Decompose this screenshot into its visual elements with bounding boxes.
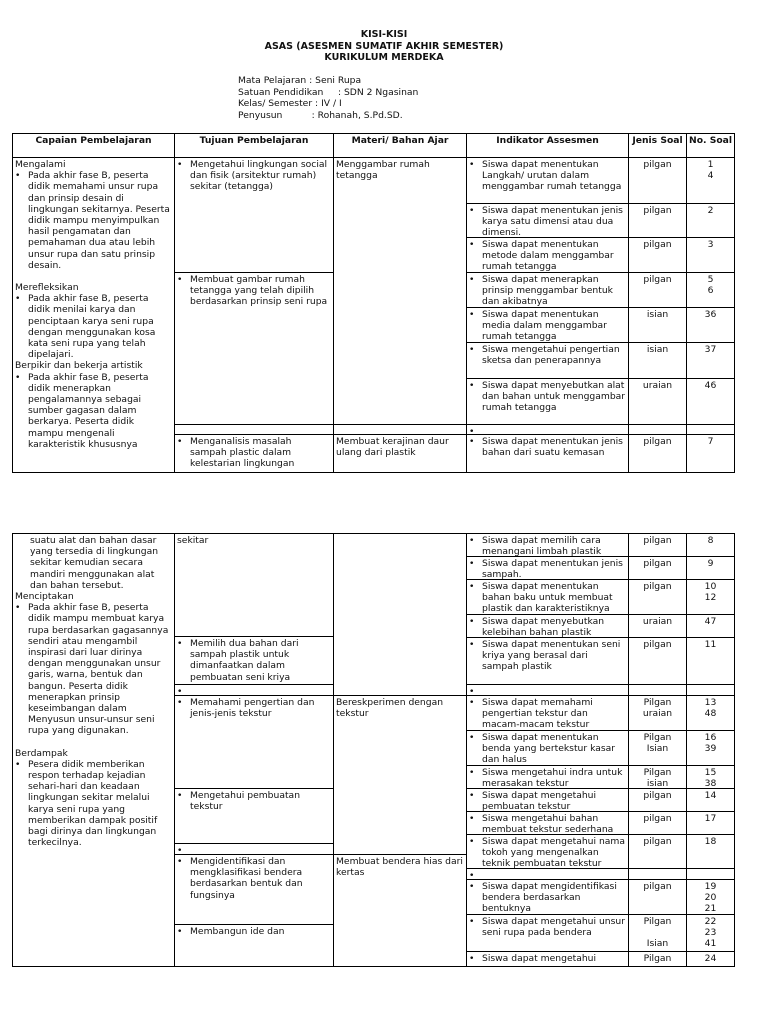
indikator-text: Siswa dapat menyebutkan kelebihan bahan plastik <box>482 616 605 638</box>
capaian-berdampak-text: Pesera didik memberikan respon terhadap kejadian sehari-hari dan keadaan lingkungan sekitar melalui karya seni rupa yang memberikan dampak positif bagi dirinya dan lingkungan terkecilnya. <box>28 758 158 849</box>
indikator-text: Siswa dapat mengetahui pembuatan tekstur <box>482 790 597 812</box>
indikator-text: Siswa dapat mengetahui <box>482 953 597 964</box>
jenis-soal-value: pilgan <box>629 580 686 615</box>
no-soal-value: 19 20 21 <box>687 880 734 915</box>
no-soal-value: 36 <box>687 308 734 343</box>
no-cell <box>687 158 735 473</box>
col-jenis-header: Jenis Soal <box>629 134 687 158</box>
capaian-cell: Mengalami • Pada akhir fase B, peserta didik memahami unsur rupa dan prinsip desain di lingkungan sekitarnya. Peserta didik mampu menyimpulkan hasil pengamatan dan pemahaman dua atau lebih unsur rupa dan satu prinsip desain. Merefleksikan • Pada akhir fase B, peserta didik menilai karya dan penciptaan karya seni rupa dengan menggunakan kosa kata seni rupa yang telah dipelajari. Berpikir dan bekerja artistik • Pada akhir fase B, peserta didik menerapkan pengalamannya sebagai sumber gagasan dalam berkarya. Peserta didik mampu mengenali karakteristik khususnya <box>13 158 175 473</box>
jenis-soal-value: pilgan <box>629 557 686 580</box>
tujuan-item: Memahami pengertian dan jenis-jenis tekstur <box>190 697 315 720</box>
indikator-cell <box>467 158 629 473</box>
indikator-text: Siswa dapat mengetahui unsur seni rupa pada bendera <box>482 916 625 939</box>
empty-row <box>629 685 686 696</box>
empty-row: • <box>467 425 628 435</box>
table-header-row <box>13 134 735 158</box>
jenis-soal-value: uraian <box>629 379 686 425</box>
no-soal-value: 16 39 <box>687 731 734 766</box>
jenis-soal-value: Pilgan isian <box>629 766 686 789</box>
jenis-soal-value: Pilgan Isian <box>629 915 686 952</box>
indikator-text: Siswa dapat menentukan metode dalam menggambar rumah tetangga <box>482 239 614 273</box>
indikator-text: Siswa mengetahui bahan membuat tekstur sederhana <box>482 813 614 835</box>
tujuan-item: Menganalisis masalah sampah plastic dalam kelestarian lingkungan <box>190 436 295 470</box>
no-soal-value: 5 6 <box>687 273 734 308</box>
jenis-soal-value: Pilgan Isian <box>629 731 686 766</box>
jenis-cell <box>629 158 687 473</box>
tujuan-item: sekitar <box>177 535 209 546</box>
no-soal-value: 46 <box>687 379 734 425</box>
meta-row-class: Kelas/ Semester : IV / I <box>238 98 342 109</box>
materi-cell <box>334 534 467 967</box>
capaian-menciptakan-text: Pada akhir fase B, peserta didik mampu membuat karya rupa berdasarkan gagasannya sendiri atau mengambil inspirasi dari luar dirinya dengan menggunakan unsur garis, warna, bentuk dan bangun. Peserta didik menerapkan prinsip keseimbangan dalam Menyusun unsur-unsur seni rupa yang digunakan. <box>28 602 169 737</box>
no-soal-value: 17 <box>687 812 734 835</box>
meta-row-subject: Mata Pelajaran : Seni Rupa <box>238 75 362 86</box>
meta-row-author: Penyusun : Rohanah, S.Pd.SD. <box>238 109 403 121</box>
indikator-text: Siswa dapat mengidentifikasi bendera berdasarkan bentuknya <box>482 881 617 915</box>
capaian-berpikir-text: Pada akhir fase B, peserta didik menerapkan pengalamannya sebagai sumber gagasan dalam berkarya. Peserta didik mampu mengenali karakteristik khususnya <box>28 371 149 450</box>
indikator-item: • Siswa dapat menentukan Langkah/ urutan dalam menggambar rumah tetangga <box>467 158 628 204</box>
indikator-text: Siswa dapat menentukan jenis sampah. <box>482 558 623 580</box>
jenis-cell <box>629 534 687 967</box>
jenis-soal-value: Pilgan <box>643 953 672 964</box>
doc-title: KISI-KISI <box>360 29 408 40</box>
indikator-item: • Siswa dapat menentukan jenis karya satu dimensi atau dua dimensi. <box>467 204 628 238</box>
jenis-soal-value: pilgan <box>629 880 686 915</box>
indikator-text: Siswa dapat memilih cara menangani limbah plastik <box>482 535 602 557</box>
col-capaian-header: Capaian Pembelajaran <box>13 134 175 158</box>
indikator-item: • Siswa dapat menentukan media dalam menggambar rumah tetangga <box>467 308 628 343</box>
indikator-text: Siswa mengetahui pengertian sketsa dan penerapannya <box>482 344 620 367</box>
empty-row: • <box>467 869 628 880</box>
jenis-soal-value: isian <box>629 343 686 379</box>
jenis-soal-value: pilgan <box>629 789 686 812</box>
no-soal-value: 13 48 <box>687 696 734 731</box>
empty-row: • <box>467 685 628 696</box>
indikator-item: • Siswa dapat menentukan jenis sampah. <box>467 557 628 580</box>
no-soal-value: 14 <box>687 789 734 812</box>
no-soal-value: 7 <box>707 436 714 447</box>
kisi-table-page2 <box>12 533 735 967</box>
no-cell <box>687 534 735 967</box>
empty-row <box>687 685 734 696</box>
no-soal-value: 1 4 <box>687 158 734 204</box>
indikator-text: Siswa dapat menentukan benda yang bertekstur kasar dan halus <box>482 732 616 766</box>
col-indikator-header: Indikator Assesmen <box>467 134 629 158</box>
indikator-item: • Siswa dapat memilih cara menangani limbah plastik <box>467 534 628 557</box>
no-soal-value: 37 <box>687 343 734 379</box>
jenis-soal-value: pilgan <box>629 158 686 204</box>
materi-item: Bereskperimen dengan tekstur <box>336 697 444 720</box>
indikator-text: Siswa dapat menentukan jenis bahan dari suatu kemasan <box>482 436 623 459</box>
jenis-soal-value: pilgan <box>643 436 672 447</box>
indikator-item: • Siswa dapat menentukan seni kriya yang berasal dari sampah plastik <box>467 638 628 685</box>
indikator-text: Siswa dapat menentukan bahan baku untuk membuat plastik dan karakteristiknya <box>482 581 613 615</box>
tujuan-item: Mengetahui lingkungan social dan fisik (arsitektur rumah) sekitar (tetangga) <box>190 159 328 193</box>
jenis-soal-value: Pilgan uraian <box>629 696 686 731</box>
jenis-soal-value: pilgan <box>629 238 686 273</box>
capaian-heading-menciptakan: Menciptakan <box>15 591 74 603</box>
indikator-item: • Siswa dapat menerapkan prinsip menggambar bentuk dan akibatnya <box>467 273 628 308</box>
no-soal-value: 2 <box>687 204 734 238</box>
jenis-soal-value: pilgan <box>629 273 686 308</box>
no-soal-value: 3 <box>687 238 734 273</box>
capaian-cell: suatu alat dan bahan dasar yang tersedia di lingkungan sekitar kemudian secara mandiri menggunakan alat dan bahan tersebut. Menciptakan • Pada akhir fase B, peserta didik mampu membuat karya rupa berdasarkan gagasannya sendiri atau mengambil inspirasi dari luar dirinya dengan menggunakan unsur garis, warna, bentuk dan bangun. Peserta didik menerapkan prinsip keseimbangan dalam Menyusun unsur-unsur seni rupa yang digunakan. Berdampak • Pesera didik memberikan respon terhadap kejadian sehari-hari dan keadaan lingkungan sekitar melalui karya seni rupa yang memberikan dampak positif bagi dirinya dan lingkungan terkecilnya. <box>13 534 175 967</box>
no-soal-value: 11 <box>687 638 734 685</box>
col-materi-header: Materi/ Bahan Ajar <box>334 134 467 158</box>
indikator-item: • Siswa mengetahui indra untuk merasakan tekstur <box>467 766 628 789</box>
indikator-text: Siswa dapat menyebutkan alat dan bahan untuk menggambar rumah tetangga <box>482 380 626 414</box>
no-soal-value: 24 <box>704 953 717 964</box>
meta-row-school: Satuan Pendidikan : SDN 2 Ngasinan <box>238 86 419 98</box>
tujuan-item: Mengetahui pembuatan tekstur <box>190 790 301 813</box>
materi-item: Menggambar rumah tetangga <box>336 159 430 182</box>
indikator-item: • Siswa dapat menyebutkan alat dan bahan untuk menggambar rumah tetangga <box>467 379 628 425</box>
indikator-item: • Siswa dapat menyebutkan kelebihan bahan plastik <box>467 615 628 638</box>
table-row <box>13 158 735 473</box>
materi-cell <box>334 158 467 473</box>
capaian-heading-berpikir: Berpikir dan bekerja artistik <box>15 360 143 372</box>
capaian-heading-merefleksikan: Merefleksikan <box>15 282 79 294</box>
table-row <box>13 534 735 967</box>
indikator-item: • Siswa dapat mengetahui unsur seni rupa pada bendera <box>467 915 628 952</box>
empty-row <box>687 425 734 435</box>
tujuan-item: Memilih dua bahan dari sampah plastik untuk dimanfaatkan dalam pembuatan seni kriya <box>190 638 299 683</box>
no-soal-value: 18 <box>687 835 734 869</box>
no-soal-value: 15 38 <box>687 766 734 789</box>
meta-info <box>238 75 418 121</box>
col-no-header: No. Soal <box>687 134 735 158</box>
tujuan-item: Membuat gambar rumah tetangga yang telah dipilih berdasarkan prinsip seni rupa <box>190 274 328 308</box>
no-soal-value: 10 12 <box>687 580 734 615</box>
empty-row <box>629 869 686 880</box>
indikator-text: Siswa dapat menerapkan prinsip menggambar bentuk dan akibatnya <box>482 274 613 308</box>
tujuan-item: Mengidentifikasi dan mengklasifikasi bendera berdasarkan bentuk dan fungsinya <box>190 856 303 901</box>
tujuan-item: Membangun ide dan <box>190 926 285 937</box>
indikator-item: • Siswa dapat mengetahui nama tokoh yang mengenalkan teknik pembuatan tekstur <box>467 835 628 869</box>
capaian-heading-berdampak: Berdampak <box>15 747 68 759</box>
indikator-item: • Siswa dapat mengetahui pembuatan tekstur <box>467 789 628 812</box>
no-soal-value: 8 <box>687 534 734 557</box>
indikator-item: • Siswa dapat menentukan jenis bahan dari suatu kemasan <box>467 435 628 472</box>
empty-row <box>687 869 734 880</box>
jenis-soal-value: uraian <box>629 615 686 638</box>
jenis-soal-value: isian <box>629 308 686 343</box>
no-soal-value: 9 <box>687 557 734 580</box>
indikator-item: • Siswa dapat mengidentifikasi bendera berdasarkan bentuknya <box>467 880 628 915</box>
indikator-text: Siswa dapat menentukan Langkah/ urutan dalam menggambar rumah tetangga <box>482 159 622 193</box>
indikator-text: Siswa mengetahui indra untuk merasakan tekstur <box>482 767 623 789</box>
col-tujuan-header: Tujuan Pembelajaran <box>175 134 334 158</box>
doc-curriculum: KURIKULUM MERDEKA <box>324 52 444 63</box>
indikator-item: • Siswa dapat menentukan benda yang bertekstur kasar dan halus <box>467 731 628 766</box>
indikator-text: Siswa dapat menentukan jenis karya satu dimensi atau dua dimensi. <box>482 205 623 238</box>
indikator-item: • Siswa dapat mengetahui <box>467 952 628 965</box>
indikator-text: Siswa dapat menentukan seni kriya yang berasal dari sampah plastik <box>482 639 621 673</box>
indikator-item: • Siswa mengetahui pengertian sketsa dan penerapannya <box>467 343 628 379</box>
doc-subtitle: ASAS (ASESMEN SUMATIF AKHIR SEMESTER) <box>264 40 504 52</box>
indikator-text: Siswa dapat memahami pengertian tekstur dan macam-macam tekstur <box>482 697 593 731</box>
indikator-item: • Siswa mengetahui bahan membuat tekstur sederhana <box>467 812 628 835</box>
indikator-cell <box>467 534 629 967</box>
tujuan-cell: sekitar • Memilih dua bahan dari sampah plastik untuk dimanfaatkan dalam pembuatan seni kriya • • Memahami pengertian dan jenis-jenis tekstur • Mengetahui pembuatan tekstur • • Mengidentifikasi dan mengklasifikasi bendera berdasarkan bentuk dan fungsinya • Membangun ide dan <box>175 534 334 967</box>
indikator-item: • Siswa dapat menentukan bahan baku untuk membuat plastik dan karakteristiknya <box>467 580 628 615</box>
indikator-item: • Siswa dapat menentukan metode dalam menggambar rumah tetangga <box>467 238 628 273</box>
indikator-text: Siswa dapat mengetahui nama tokoh yang mengenalkan teknik pembuatan tekstur <box>482 836 625 869</box>
capaian-continued-text: suatu alat dan bahan dasar yang tersedia di lingkungan sekitar kemudian secara mandiri menggunakan alat dan bahan tersebut. <box>30 535 159 591</box>
empty-row <box>629 425 686 435</box>
materi-item: Membuat bendera hias dari kertas <box>336 856 463 879</box>
materi-item: Membuat kerajinan daur ulang dari plastik <box>336 436 449 459</box>
jenis-soal-value: pilgan <box>629 534 686 557</box>
indikator-text: Siswa dapat menentukan media dalam menggambar rumah tetangga <box>482 309 607 343</box>
kisi-table-page1 <box>12 133 735 473</box>
capaian-heading-mengalami: Mengalami <box>15 159 66 170</box>
jenis-soal-value: pilgan <box>629 204 686 238</box>
tujuan-cell: • Mengetahui lingkungan social dan fisik (arsitektur rumah) sekitar (tetangga) • Membuat gambar rumah tetangga yang telah dipilih berdasarkan prinsip seni rupa • Menganalisis masalah sampah plastic dalam kelestarian lingkungan <box>175 158 334 473</box>
jenis-soal-value: pilgan <box>629 835 686 869</box>
jenis-soal-value: pilgan <box>629 812 686 835</box>
no-soal-value: 47 <box>687 615 734 638</box>
jenis-soal-value: pilgan <box>629 638 686 685</box>
document-header <box>0 29 768 64</box>
indikator-item: • Siswa dapat memahami pengertian tekstur dan macam-macam tekstur <box>467 696 628 731</box>
capaian-merefleksikan-text: Pada akhir fase B, peserta didik menilai karya dan penciptaan karya seni rupa dengan menggunakan kosa kata seni rupa yang telah dipelajari. <box>28 293 156 361</box>
no-soal-value: 22 23 41 <box>687 915 734 952</box>
capaian-mengalami-text: Pada akhir fase B, peserta didik memahami unsur rupa dan prinsip desain di lingkungan sekitarnya. Peserta didik mampu menyimpulkan hasil pengamatan dan pemahaman dua atau lebih unsur rupa dan satu prinsip desain. <box>28 170 170 271</box>
